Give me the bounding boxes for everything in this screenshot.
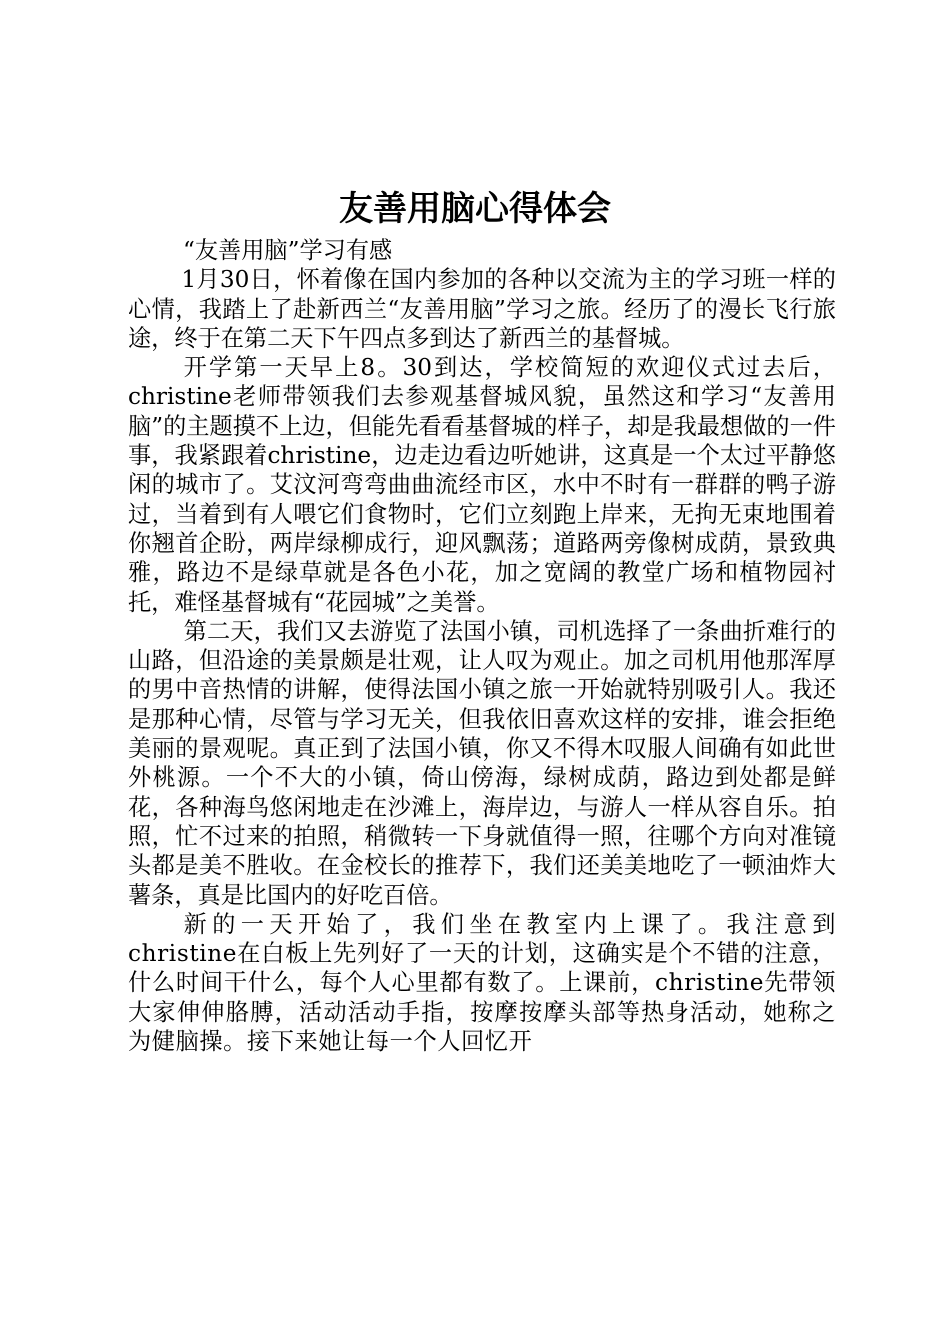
paragraph: 1月30日，怀着像在国内参加的各种以交流为主的学习班一样的心情，我踏上了赴新西兰“友善用脑”学习之旅。经历了的漫长飞行旅途，终于在第二天下午四点多到达了新西兰的基督城。 xyxy=(128,266,836,352)
document-subtitle: “友善用脑”学习有感 xyxy=(183,237,393,264)
paragraph: 第二天，我们又去游览了法国小镇，司机选择了一条曲折难行的山路，但沿途的美景颇是壮观，让人叹为观止。加之司机用他那浑厚的男中音热情的讲解，使得法国小镇之旅一开始就特别吸引人。我还是那种心情，尽管与学习无关，但我依旧喜欢这样的安排，谁会拒绝美丽的景观呢。真正到了法国小镇，你又不得木叹服人间确有如此世外桃源。一个不大的小镇，倚山傍海，绿树成荫，路边到处都是鲜花，各种海鸟悠闲地走在沙滩上，海岸边，与游人一样从容自乐。拍照，忙不过来的拍照，稍微转一下身就值得一照，往哪个方向对准镜头都是美不胜收。在金校长的推荐下，我们还美美地吃了一顿油炸大薯条，真是比国内的好吃百倍。 xyxy=(128,617,836,909)
paragraph: 开学第一天早上8。30到达，学校简短的欢迎仪式过去后，christine老师带领我们去参观基督城风貌，虽然这和学习“友善用脑”的主题摸不上边，但能先看看基督城的样子，却是我最想做的一件事，我紧跟着christine，边走边看边听她讲，这真是一个太过平静悠闲的城市了。艾汶河弯弯曲曲流经市区，水中不时有一群群的鸭子游过，当着到有人喂它们食物时，它们立刻跑上岸来，无拘无束地围着你翘首企盼，两岸绿柳成行，迎风飘荡；道路两旁像树成荫，景致典雅，路边不是绿草就是各色小花，加之宽阔的教堂广场和植物园衬托，难怪基督城有“花园城”之美誉。 xyxy=(128,354,836,616)
document-body xyxy=(128,236,836,1056)
paragraph: 新的一天开始了，我们坐在教室内上课了。我注意到christine在白板上先列好了一天的计划，这确实是个不错的注意，什么时间干什么，每个人心里都有数了。上课前，christine先带领大家伸伸胳膊，活动活动手指，按摩按摩头部等热身活动，她称之为健脑操。接下来她让每一个人回忆开 xyxy=(128,910,836,1056)
document-title: 友善用脑心得体会 xyxy=(339,189,611,229)
